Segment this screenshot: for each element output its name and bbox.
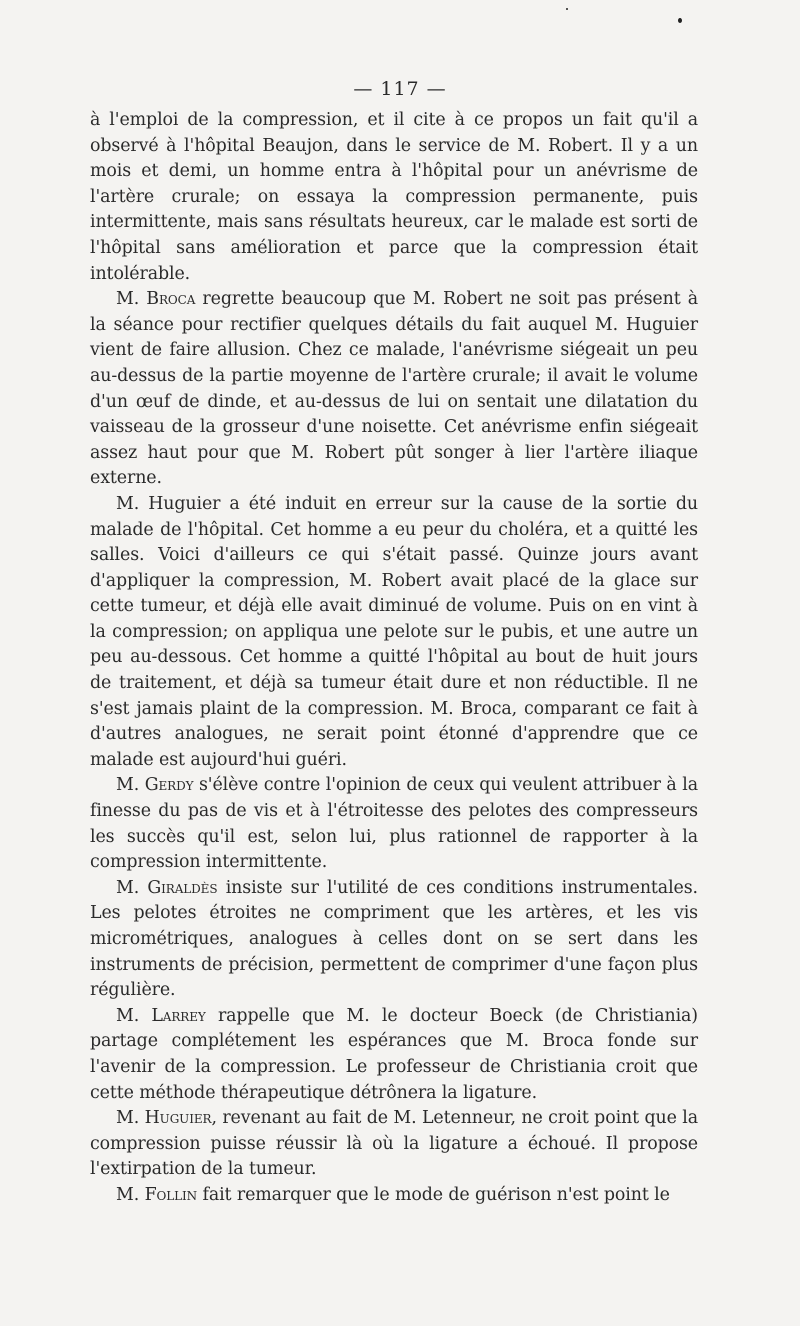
paragraph-text: regrette beaucoup que M. Robert ne soit pas présent à la séance pour rectifier quelques détails du fait auquel M. Huguier vient de faire allusion. Chez ce malade, l'anévrisme siégeait un peu au-dessus de la partie moyenne de l'artère crurale; il avait le volume d'un œuf de dinde, et au-dessus de lui on sentait une dilatation du vaisseau de la grosseur d'une noisette. Cet anévrisme enfin siégeait assez haut pour que M. Robert pût songer à lier l'artère iliaque externe. (90, 289, 698, 489)
paragraph-text: insiste sur l'utilité de ces conditions instrumentales. Les pelotes étroites ne compriment que les artères, et les vis micrométriques, analogues à celles dont on se sert dans les instruments de précision, permettent de comprimer d'une façon plus régulière. (90, 877, 698, 1001)
paragraph-7 (90, 1106, 698, 1183)
ink-speck (566, 8, 568, 10)
speaker-name: Broca (146, 289, 196, 310)
paragraph-5 (90, 876, 698, 1004)
paragraph-text: rappelle que M. le docteur Boeck (de Christiania) partage complétement les espérances que M. Broca fonde sur l'avenir de la compression. Le professeur de Christiania croit que cette méthode thérapeutique détrônera la ligature. (90, 1005, 698, 1103)
paragraph-text: M. Huguier a été induit en erreur sur la cause de la sortie du malade de l'hôpital. Cet homme a eu peur du choléra, et a quitté les salles. Voici d'ailleurs ce qui s'était passé. Quinze jours avant d'appliquer la compression, M. Robert avait placé de la glace sur cette tumeur, et déjà elle avait diminué de volume. Puis on en vint à la compression; on appliqua une pelote sur le pubis, et une autre un peu au-dessous. Cet homme a quitté l'hôpital au bout de huit jours de traitement, et déjà sa tumeur était dure et non réductible. Il ne s'est jamais plaint de la compression. M. Broca, comparant ce fait à d'autres analogues, ne serait point étonné d'apprendre que ce malade est aujourd'hui guéri. (90, 493, 698, 770)
paragraph-1 (90, 108, 698, 287)
body-text (90, 108, 698, 1209)
speaker-prefix: M. (116, 1184, 145, 1205)
paragraph-text: fait remarquer que le mode de guérison n'est point le (197, 1184, 670, 1205)
speaker-prefix: M. (116, 289, 147, 310)
speaker-name: Giraldès (147, 877, 218, 898)
speaker-prefix: M. (116, 1108, 145, 1129)
speaker-name: Follin (144, 1184, 198, 1205)
speaker-name: Larrey (151, 1005, 206, 1026)
paragraph-3 (90, 492, 698, 774)
paragraph-4 (90, 773, 698, 875)
paragraph-text: , revenant au fait de M. Letenneur, ne croit point que la compression puisse réussir là où la ligature a échoué. Il propose l'extirpation de la tumeur. (90, 1108, 698, 1180)
paragraph-text: à l'emploi de la compression, et il cite à ce propos un fait qu'il a observé à l'hôpital Beaujon, dans le service de M. Robert. Il y a un mois et demi, un homme entra à l'hôpital pour un anévrisme de l'artère crurale; on essaya la compression permanente, puis intermittente, mais sans résultats heureux, car le malade est sorti de l'hôpital sans amélioration et parce que la compression était intolérable. (90, 110, 698, 284)
speaker-prefix: M. (116, 1005, 152, 1026)
paragraph-8 (90, 1183, 698, 1209)
speaker-name: Gerdy (144, 775, 194, 796)
page-number: — 117 — (353, 78, 447, 100)
paragraph-6 (90, 1004, 698, 1106)
paragraph-text: s'élève contre l'opinion de ceux qui veulent attribuer à la finesse du pas de vis et à l'étroitesse des pelotes des compresseurs les succès qu'il est, selon lui, plus rationnel de rapporter à la compression intermittente. (90, 775, 698, 873)
speaker-prefix: M. (116, 877, 148, 898)
paragraph-2 (90, 287, 698, 492)
speaker-prefix: M. (116, 775, 145, 796)
speaker-name: Huguier (144, 1108, 212, 1129)
ink-speck (678, 18, 682, 23)
